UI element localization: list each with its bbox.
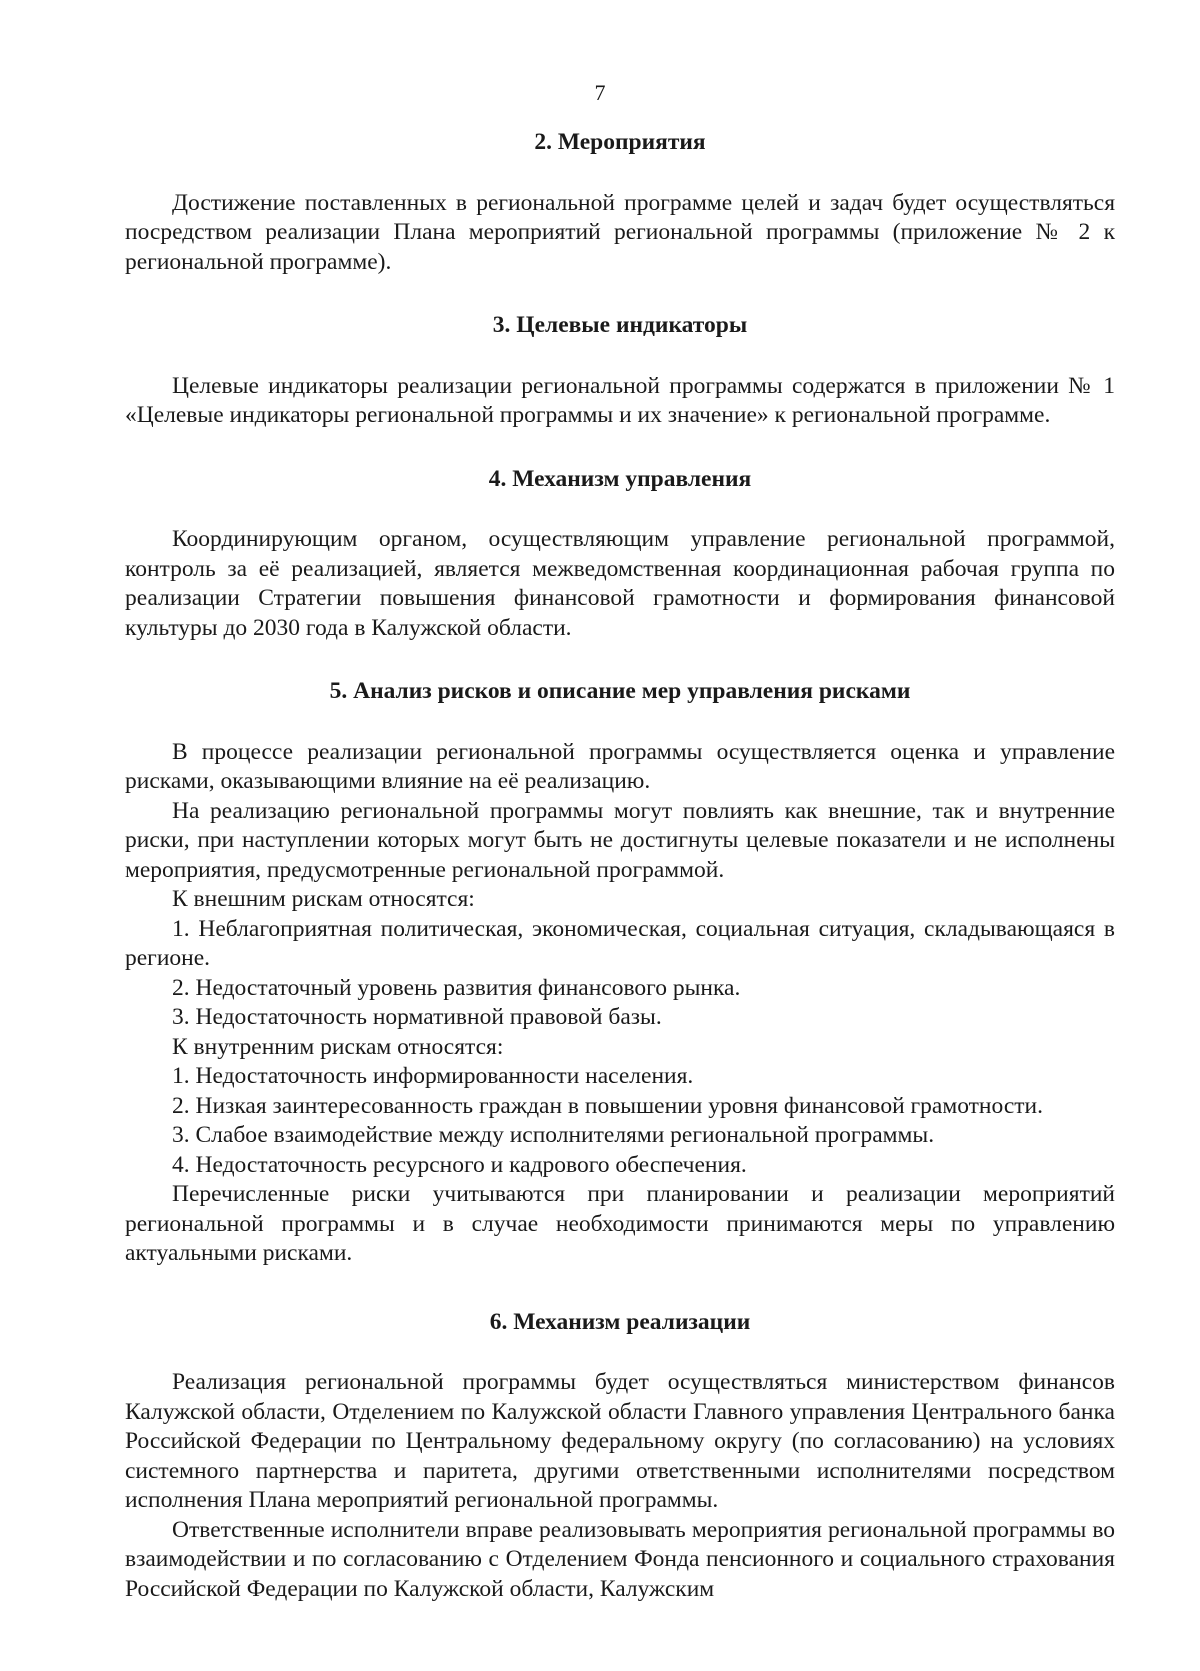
section-implementation-mechanism (125, 1308, 1115, 1605)
section-heading: 5. Анализ рисков и описание мер управления рисками (329, 678, 911, 704)
paragraph: К внешним рискам относятся: (172, 886, 475, 912)
page-number: 7 (594, 80, 606, 105)
list-item: 1. Неблагоприятная политическая, экономическая, социальная ситуация, складывающаяся в регионе. (125, 915, 1115, 971)
section-target-indicators (125, 311, 1115, 431)
paragraph: Ответственные исполнители вправе реализовывать мероприятия региональной программы во взаимодействии и по согласованию с Отделением Фонда пенсионного и социального страхования Российской Федерации по Калужской области, Калужским (125, 1516, 1115, 1602)
section-heading: 2. Мероприятия (534, 129, 706, 155)
list-item: 1. Недостаточность информированности населения. (172, 1063, 694, 1089)
section-activities (125, 128, 1115, 277)
section-heading: 6. Механизм реализации (489, 1308, 751, 1335)
paragraph: В процессе реализации региональной программы осуществляется оценка и управление рисками, оказывающими влияние на её реализацию. (125, 738, 1115, 794)
paragraph: Координирующим органом, осуществляющим управление региональной программой, контроль за её реализацией, является межведомственная координационная рабочая группа по реализации Стратегии повышения финансовой грамотности и формирования финансовой культуры до 2030 года в Калужской области. (125, 526, 1115, 641)
section-heading: 3. Целевые индикаторы (492, 312, 748, 338)
section-management-mechanism (125, 465, 1115, 644)
paragraph: Перечисленные риски учитываются при планировании и реализации мероприятий региональной программы и в случае необходимости принимаются меры по управлению актуальными рисками. (125, 1181, 1115, 1266)
paragraph: Достижение поставленных в региональной программе целей и задач будет осуществляться посредством реализации Плана мероприятий региональной программы (приложение № 2 к региональной программе). (125, 189, 1115, 275)
list-item: 4. Недостаточность ресурсного и кадрового обеспечения. (172, 1151, 747, 1178)
section-heading: 4. Механизм управления (488, 465, 752, 492)
list-item: 2. Недостаточный уровень развития финансового рынка. (172, 974, 741, 1001)
paragraph: На реализацию региональной программы могут повлиять как внешние, так и внутренние риски, при наступлении которых могут быть не достигнуты целевые показатели и не исполнены мероприятия, предусмотренные региональной программой. (125, 797, 1115, 883)
section-risk-analysis (125, 677, 1115, 1269)
paragraph: Целевые индикаторы реализации региональной программы содержатся в приложении № 1 «Целевые индикаторы региональной программы и их значение» к региональной программе. (125, 372, 1115, 428)
paragraph: К внутренним рискам относятся: (172, 1033, 504, 1060)
list-item: 2. Низкая заинтересованность граждан в повышении уровня финансовой грамотности. (172, 1092, 1043, 1119)
page-content (125, 128, 1115, 1604)
list-item: 3. Недостаточность нормативной правовой базы. (172, 1004, 662, 1030)
paragraph: Реализация региональной программы будет осуществляться министерством финансов Калужской области, Отделением по Калужской области Главного управления Центрального банка Российской Федерации по Центральному федеральному округу (по согласованию) на условиях системного партнерства и паритета, другими ответственными исполнителями посредством исполнения Плана мероприятий региональной программы. (125, 1369, 1115, 1513)
list-item: 3. Слабое взаимодействие между исполнителями региональной программы. (172, 1122, 935, 1148)
